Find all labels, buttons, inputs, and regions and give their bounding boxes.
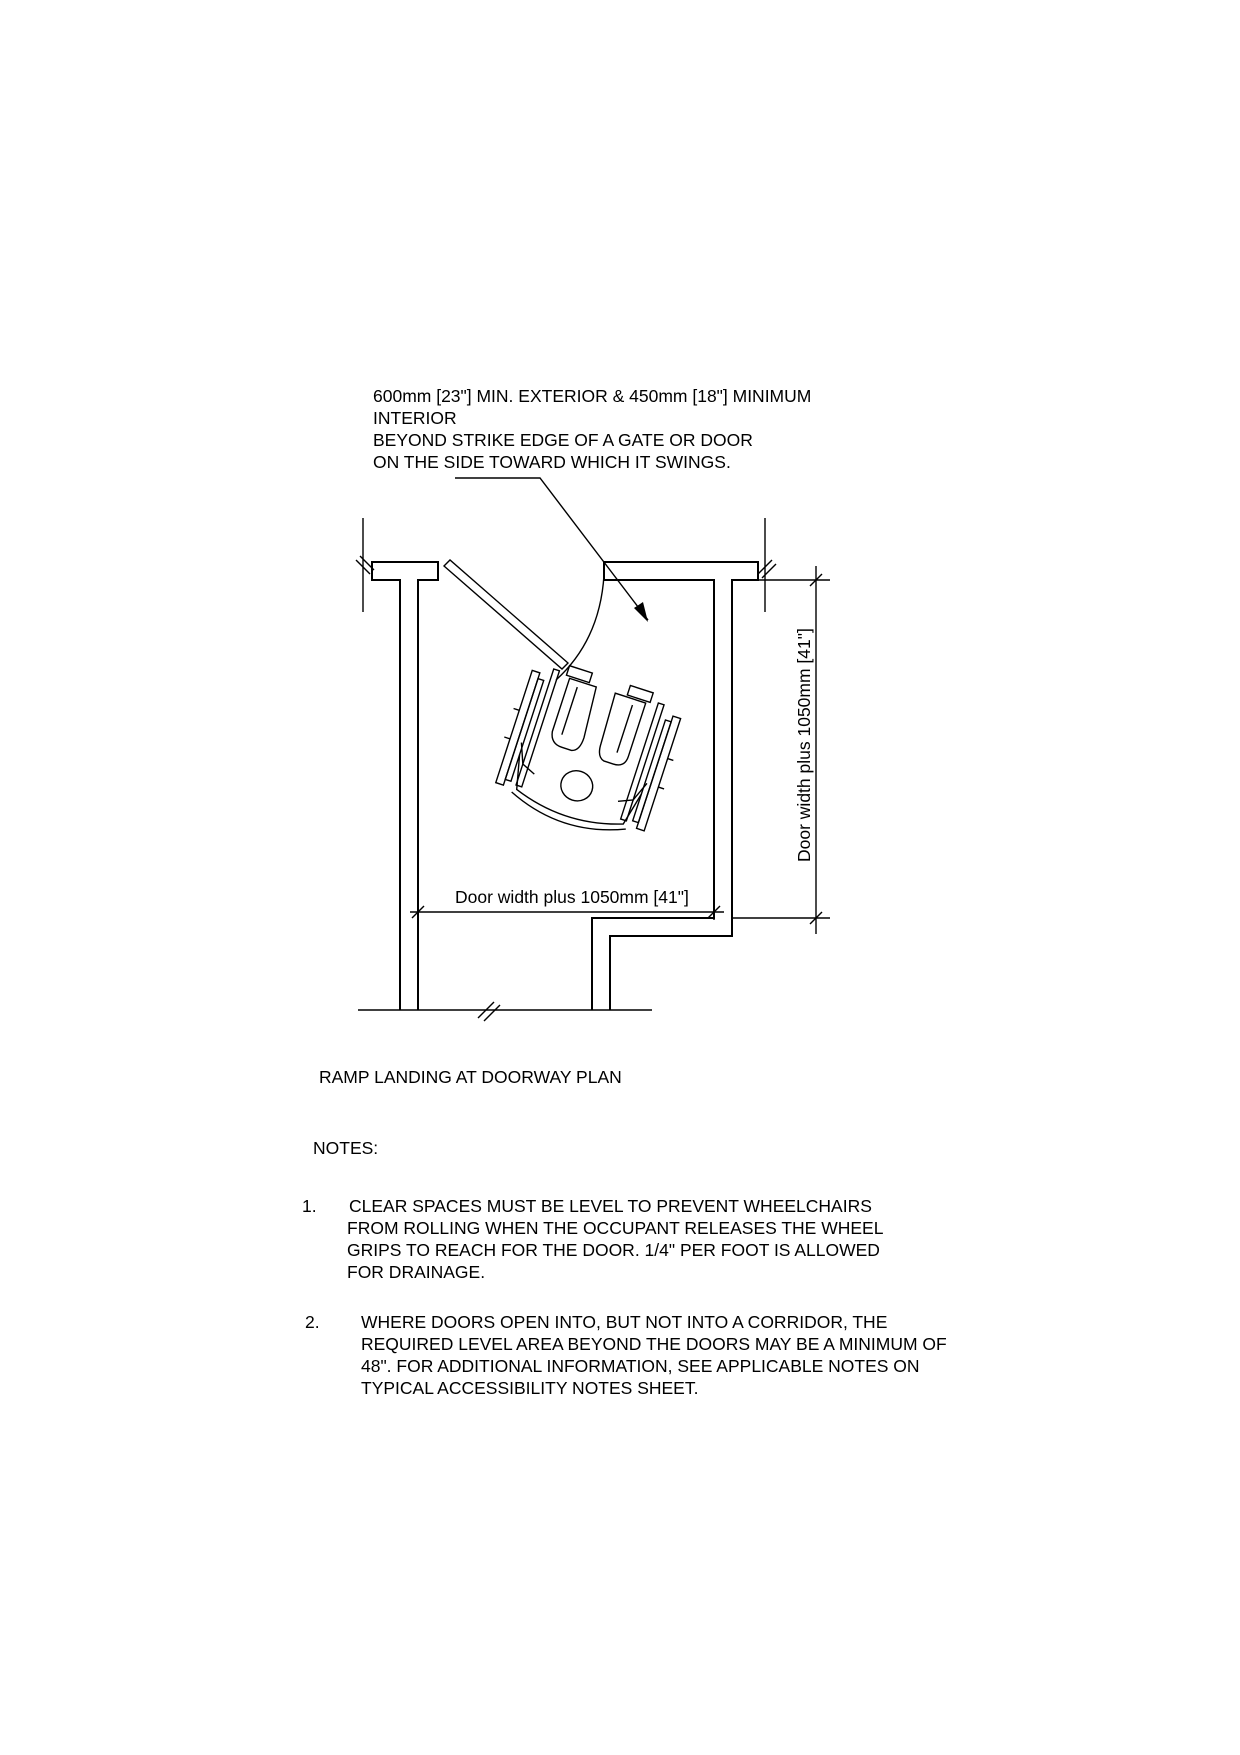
note-item [305,1312,947,1398]
right-wall [592,562,758,1010]
horizontal-dimension [410,887,724,920]
callout-line-3: BEYOND STRIKE EDGE OF A GATE OR DOOR [373,430,753,450]
note-item [302,1196,884,1282]
callout-text [373,386,811,472]
note-line: GRIPS TO REACH FOR THE DOOR. 1/4" PER FOOT IS ALLOWED [347,1240,880,1260]
notes-section [302,1138,947,1398]
callout-line-2: INTERIOR [373,408,457,428]
bottom-break-line [358,1002,652,1021]
callout-line-4: ON THE SIDE TOWARD WHICH IT SWINGS. [373,452,731,472]
plan-title: RAMP LANDING AT DOORWAY PLAN [319,1067,622,1087]
door-leaf [444,560,568,669]
note-line: REQUIRED LEVEL AREA BEYOND THE DOORS MAY BE A MINIMUM OF [361,1334,947,1354]
horizontal-dimension-label: Door width plus 1050mm [41"] [455,887,689,907]
left-wall [372,562,438,1010]
note-number: 2. [305,1312,320,1332]
callout-line-1: 600mm [23"] MIN. EXTERIOR & 450mm [18"] MINIMUM [373,386,812,406]
note-line: 48". FOR ADDITIONAL INFORMATION, SEE APPLICABLE NOTES ON [361,1356,920,1376]
note-line: WHERE DOORS OPEN INTO, BUT NOT INTO A CORRIDOR, THE [361,1312,888,1332]
vertical-dimension-label: Door width plus 1050mm [41"] [794,628,814,862]
note-number: 1. [302,1196,317,1216]
vertical-dimension [732,566,830,934]
notes-heading: NOTES: [313,1138,379,1158]
note-line: TYPICAL ACCESSIBILITY NOTES SHEET. [361,1378,699,1398]
note-line: FOR DRAINAGE. [347,1262,486,1282]
note-line: CLEAR SPACES MUST BE LEVEL TO PREVENT WHEELCHAIRS [349,1196,872,1216]
wheelchair-user-icon [485,653,691,849]
door-swing-arc [556,575,604,680]
note-line: FROM ROLLING WHEN THE OCCUPANT RELEASES THE WHEEL [347,1218,884,1238]
